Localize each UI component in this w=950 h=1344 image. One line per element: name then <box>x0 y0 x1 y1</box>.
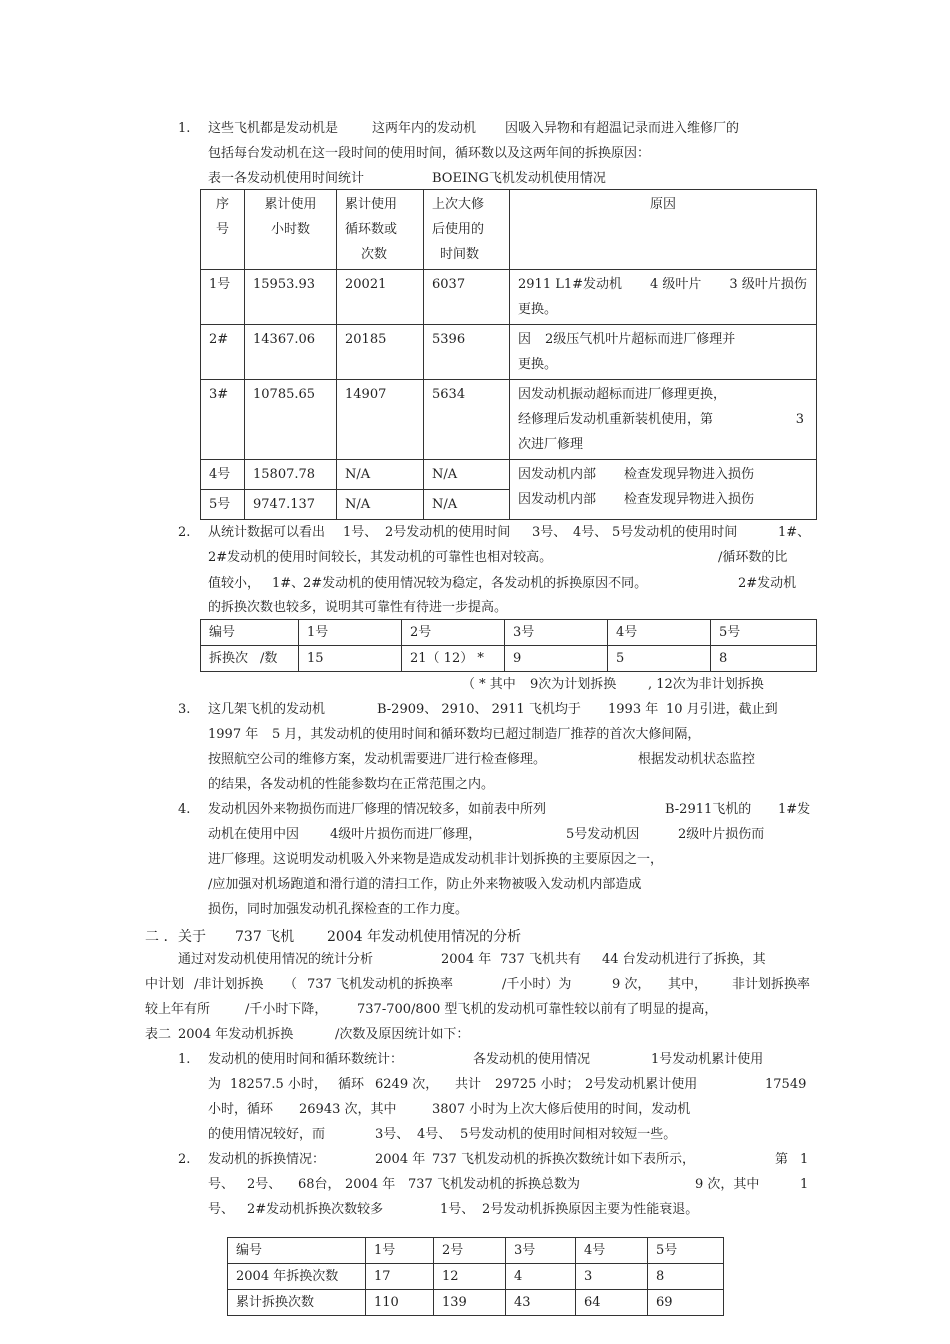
paragraph-text: 2号发动机累计使用 <box>585 1077 698 1092</box>
table-cell: 15807.78 <box>245 460 337 490</box>
table-row <box>201 325 817 380</box>
paragraph-text: 17549 <box>765 1077 807 1092</box>
table-cell-text: 更换。 <box>518 302 558 317</box>
paragraph-text: 1997 年 <box>208 727 259 742</box>
paragraph-text: 737 飞机发动机的拆换率 <box>307 977 453 992</box>
table-cell: 15 <box>299 646 402 672</box>
paragraph-text: 号、 <box>208 1177 235 1192</box>
paragraph-text: 损伤，同时加强发动机孔探检查的工作力度。 <box>208 902 469 917</box>
paragraph-text: 这几架飞机的发动机 <box>208 702 326 717</box>
paragraph-text: 1#、 <box>778 525 811 540</box>
table-header-cell: 小时数 <box>270 222 310 237</box>
paragraph-text: 9 次， <box>612 977 651 992</box>
paragraph-text: 1#、 <box>272 576 305 591</box>
paragraph-text: 1号、 <box>343 525 378 540</box>
table-cell: 8 <box>648 1264 724 1290</box>
reason-cell <box>510 380 817 460</box>
table-cell: 15953.93 <box>245 270 337 325</box>
paragraph-text: 5号发动机因 <box>566 827 640 842</box>
table-cell: 20021 <box>337 270 424 325</box>
paragraph-text: 这两年内的发动机 <box>372 121 477 136</box>
paragraph-text: 为 <box>208 1077 222 1092</box>
paragraph-text: 表二 <box>145 1027 172 1042</box>
table-cell: 3 <box>576 1264 648 1290</box>
list-number: 2. <box>178 1152 191 1167</box>
table-header-cell: 3号 <box>505 620 608 646</box>
table-cell-text: 因发动机内部 <box>518 467 597 482</box>
table-cell: 43 <box>506 1290 576 1316</box>
paragraph-text: 1#发 <box>778 802 811 817</box>
list-number: 4. <box>178 802 191 817</box>
paragraph-text: 进厂修理。这说明发动机吸入外来物是造成发动机非计划拆换的主要原因之一， <box>208 852 664 867</box>
table-cell-text: 2级压气机叶片超标而进厂修理并 <box>545 332 736 347</box>
paragraph-text: 发动机的拆换情况： <box>208 1152 326 1167</box>
table-header-cell: 2号 <box>434 1238 506 1264</box>
table-cell-text: 3 级叶片损伤 <box>729 277 807 292</box>
table-cell: 14907 <box>337 380 424 460</box>
table-row <box>201 646 817 672</box>
paragraph-text: 2004 年 <box>375 1152 426 1167</box>
paragraph-text: （ <box>284 977 298 992</box>
table-header-cell: 1号 <box>366 1238 434 1264</box>
paragraph-text: 各发动机的使用情况 <box>473 1052 591 1067</box>
table-cell-text: /数 <box>260 651 278 666</box>
paragraph-text: 2级叶片损伤而 <box>678 827 765 842</box>
table-cell-text: 检查发现异物进入损伤 <box>624 492 755 507</box>
table-header-row <box>228 1238 724 1264</box>
table-cell: 1号 <box>201 270 245 325</box>
table-cell: 5396 <box>424 325 510 380</box>
paragraph-text: 2#发动机 <box>738 576 797 591</box>
paragraph-text: 号、 <box>208 1202 235 1217</box>
paragraph-text: 1号、 <box>440 1202 475 1217</box>
table-header-cell: 2号 <box>402 620 505 646</box>
removal-stats-table <box>227 1237 724 1316</box>
table-header-cell: 1号 <box>299 620 402 646</box>
table-header-cell: 5号 <box>648 1238 724 1264</box>
table-caption: BOEING飞机发动机使用情况 <box>432 171 606 186</box>
paragraph-text: 29725 小时； <box>495 1077 580 1092</box>
paragraph-text: 26943 次，其中 <box>299 1102 397 1117</box>
reason-cell <box>510 270 817 325</box>
row-label-cell: 累计拆换次数 <box>228 1290 366 1316</box>
table-note: 9次为计划拆换 <box>530 677 617 692</box>
table-header-cell: 次数 <box>361 247 388 262</box>
table-header-cell: 4号 <box>576 1238 648 1264</box>
section-heading: 2004 年发动机使用情况的分析 <box>327 929 522 945</box>
paragraph-text: 第 <box>775 1152 789 1167</box>
table-row <box>201 270 817 325</box>
paragraph-text: 5号发动机的使用时间相对较短一些。 <box>460 1127 677 1142</box>
table-cell: N/A <box>424 460 510 490</box>
paragraph-text: 18257.5 小时， <box>230 1077 327 1092</box>
table-cell-text: 因 <box>518 332 532 347</box>
paragraph-text: 非计划拆换率 <box>732 977 811 992</box>
table-cell: 2# <box>201 325 245 380</box>
paragraph-text: 2#发动机的使用时间较长，其发动机的可靠性也相对较高。 <box>208 550 553 565</box>
table-cell: 17 <box>366 1264 434 1290</box>
list-number: 2. <box>178 525 191 540</box>
paragraph-text: 1993 年 <box>608 702 659 717</box>
paragraph-text: 737 飞机共有 <box>500 952 581 967</box>
table-cell-text: 经修理后发动机重新装机使用，第 <box>518 412 714 427</box>
paragraph-text: 2号发动机的使用时间 <box>385 525 511 540</box>
paragraph-text: 发动机因外来物损伤而进厂修理的情况较多，如前表中所列 <box>208 802 547 817</box>
table-header-cell: 号 <box>215 222 229 237</box>
table-cell: N/A <box>337 490 424 520</box>
removal-count-table <box>200 619 817 672</box>
table-cell-text: 因发动机内部 <box>518 492 597 507</box>
table-cell: 5 <box>608 646 711 672</box>
table-cell: 9747.137 <box>245 490 337 520</box>
table-cell: 139 <box>434 1290 506 1316</box>
table-caption: 表一各发动机使用时间统计 <box>208 171 365 186</box>
table-header-cell: 4号 <box>608 620 711 646</box>
table-row <box>228 1264 724 1290</box>
paragraph-text: 发动机的使用时间和循环数统计： <box>208 1052 404 1067</box>
table-header-row <box>201 190 817 270</box>
paragraph-text: 的拆换次数也较多，说明其可靠性有待进一步提高。 <box>208 600 508 615</box>
paragraph-text: 循环 <box>338 1077 365 1092</box>
paragraph-text: 4级叶片损伤而进厂修理， <box>330 827 482 842</box>
paragraph-text: 的结果，各发动机的性能参数均在正常范围之内。 <box>208 777 495 792</box>
table-cell-text: 2911 L1#发动机 <box>518 277 623 292</box>
list-number: 1. <box>178 121 191 136</box>
paragraph-text: 9 次，其中 <box>695 1177 760 1192</box>
paragraph-text: 共计 <box>455 1077 482 1092</box>
table-cell-text: 更换。 <box>518 357 558 372</box>
section-number: 二 . <box>145 929 168 945</box>
reason-cell <box>510 325 817 380</box>
paragraph-text: 4号、 <box>573 525 608 540</box>
paragraph-text: 从统计数据可以看出 <box>208 525 326 540</box>
paragraph-text: B-2911飞机的 <box>665 802 752 817</box>
table-cell: 4 <box>506 1264 576 1290</box>
table-cell: 21（ 12） * <box>402 646 505 672</box>
table-row <box>228 1290 724 1316</box>
table-cell: 4号 <box>201 460 245 490</box>
row-label-cell <box>201 646 299 672</box>
paragraph-text: 737 飞机发动机的拆换次数统计如下表所示， <box>432 1152 695 1167</box>
paragraph-text: /循环数的比 <box>718 550 788 565</box>
paragraph-text: B-2909、 2910、 2911 飞机均于 <box>377 702 581 717</box>
paragraph-text: 按照航空公司的维修方案，发动机需要进厂进行检查修理。 <box>208 752 547 767</box>
paragraph-text: 737 飞机发动机的拆换总数为 <box>408 1177 580 1192</box>
paragraph-text: /千小时下降， <box>245 1002 328 1017</box>
paragraph-text: 2#发动机的使用情况较为稳定，各发动机的拆换原因不同。 <box>303 576 648 591</box>
paragraph-text: 44 台发动机进行了拆换，其 <box>602 952 766 967</box>
paragraph-text: 包括每台发动机在这一段时间的使用时间，循环数以及这两年间的拆换原因： <box>208 146 651 161</box>
paragraph-text: 5号发动机的使用时间 <box>612 525 738 540</box>
paragraph-text: 1号发动机累计使用 <box>651 1052 764 1067</box>
table-cell: 5号 <box>201 490 245 520</box>
table-header-cell: 循环数或 <box>345 222 398 237</box>
paragraph-text: 值较小， <box>208 576 261 591</box>
table-note: , 12次为非计划拆换 <box>648 677 764 692</box>
table-row <box>201 460 817 490</box>
paragraph-text: 这些飞机都是发动机是 <box>208 121 339 136</box>
table-header-cell: 累计使用 <box>345 197 398 212</box>
table-header-cell: 3号 <box>506 1238 576 1264</box>
row-label-cell: 2004 年拆换次数 <box>228 1264 366 1290</box>
paragraph-text: 2#发动机拆换次数较多 <box>247 1202 384 1217</box>
paragraph-text: 小时，循环 <box>208 1102 274 1117</box>
section-heading: 737 飞机 <box>235 929 295 945</box>
table-cell-text: 拆换次 <box>209 651 249 666</box>
table-cell: 12 <box>434 1264 506 1290</box>
paragraph-text: 中计划 <box>145 977 185 992</box>
table-header-cell: 时间数 <box>440 247 480 262</box>
paragraph-text: 其中， <box>668 977 708 992</box>
list-number: 1. <box>178 1052 191 1067</box>
table-cell: 9 <box>505 646 608 672</box>
table-cell-text: 3 <box>795 412 804 427</box>
table-cell: 14367.06 <box>245 325 337 380</box>
table-cell: N/A <box>424 490 510 520</box>
paragraph-text: 1 <box>800 1152 809 1167</box>
table-cell: 3# <box>201 380 245 460</box>
table-header-row <box>201 620 817 646</box>
paragraph-text: /应加强对机场跑道和滑行道的清扫工作，防止外来物被吸入发动机内部造成 <box>208 877 642 892</box>
paragraph-text: /非计划拆换 <box>194 977 264 992</box>
table-cell-text: 检查发现异物进入损伤 <box>624 467 755 482</box>
table-cell: N/A <box>337 460 424 490</box>
table-row <box>201 380 817 460</box>
paragraph-text: 68台， <box>298 1177 341 1192</box>
paragraph-text: 4号、 <box>417 1127 452 1142</box>
table-cell: 20185 <box>337 325 424 380</box>
table-cell: 5634 <box>424 380 510 460</box>
paragraph-text: 2号发动机拆换原因主要为性能衰退。 <box>482 1202 699 1217</box>
table-header-cell: 上次大修 <box>432 197 485 212</box>
table-note: （ * 其中 <box>462 677 516 692</box>
table-cell: 64 <box>576 1290 648 1316</box>
table-cell: 69 <box>648 1290 724 1316</box>
paragraph-text: 较上年有所 <box>145 1002 211 1017</box>
paragraph-text: 2004 年 <box>441 952 492 967</box>
paragraph-text: 1 <box>800 1177 809 1192</box>
paragraph-text: 5 月，其发动机的使用时间和循环数均已超过制造厂推荐的首次大修间隔， <box>272 727 701 742</box>
paragraph-text: 6249 次， <box>375 1077 439 1092</box>
paragraph-text: 2号、 <box>247 1177 282 1192</box>
table-cell: 6037 <box>424 270 510 325</box>
table-header-cell: 编号 <box>201 620 299 646</box>
list-number: 3. <box>178 702 191 717</box>
table-cell: 10785.65 <box>245 380 337 460</box>
table-header-cell: 5号 <box>711 620 817 646</box>
paragraph-text: 2004 年发动机拆换 <box>178 1027 294 1042</box>
table-header-cell: 后使用的 <box>432 222 485 237</box>
paragraph-text: 的使用情况较好，而 <box>208 1127 326 1142</box>
table-cell: 110 <box>366 1290 434 1316</box>
table-header-cell: 累计使用 <box>264 197 317 212</box>
paragraph-text: 因吸入异物和有超温记录而进入维修厂的 <box>505 121 740 136</box>
paragraph-text: /次数及原因统计如下： <box>335 1027 470 1042</box>
paragraph-text: 3号、 <box>532 525 567 540</box>
paragraph-text: 3号、 <box>375 1127 410 1142</box>
engine-usage-table <box>200 189 817 520</box>
section-heading: 关于 <box>178 929 206 945</box>
table-cell-text: 次进厂修理 <box>518 437 584 452</box>
table-header-cell: 序 <box>215 197 229 212</box>
paragraph-text: 通过对发动机使用情况的统计分析 <box>178 952 374 967</box>
paragraph-text: 737-700/800 型飞机的发动机可靠性较以前有了明显的提高， <box>357 1002 718 1017</box>
paragraph-text: 2004 年 <box>345 1177 396 1192</box>
paragraph-text: 10 月引进，截止到 <box>666 702 778 717</box>
paragraph-text: /千小时）为 <box>502 977 572 992</box>
paragraph-text: 动机在使用中因 <box>208 827 300 842</box>
paragraph-text: 根据发动机状态监控 <box>638 752 756 767</box>
table-header-cell: 原因 <box>649 197 676 212</box>
table-header-cell: 编号 <box>228 1238 366 1264</box>
paragraph-text: 3807 小时为上次大修后使用的时间，发动机 <box>432 1102 691 1117</box>
table-cell: 8 <box>711 646 817 672</box>
table-cell-text: 因发动机振动超标而进厂修理更换， <box>518 387 727 402</box>
reason-cell <box>510 460 817 520</box>
table-cell-text: 4 级叶片 <box>650 277 702 292</box>
